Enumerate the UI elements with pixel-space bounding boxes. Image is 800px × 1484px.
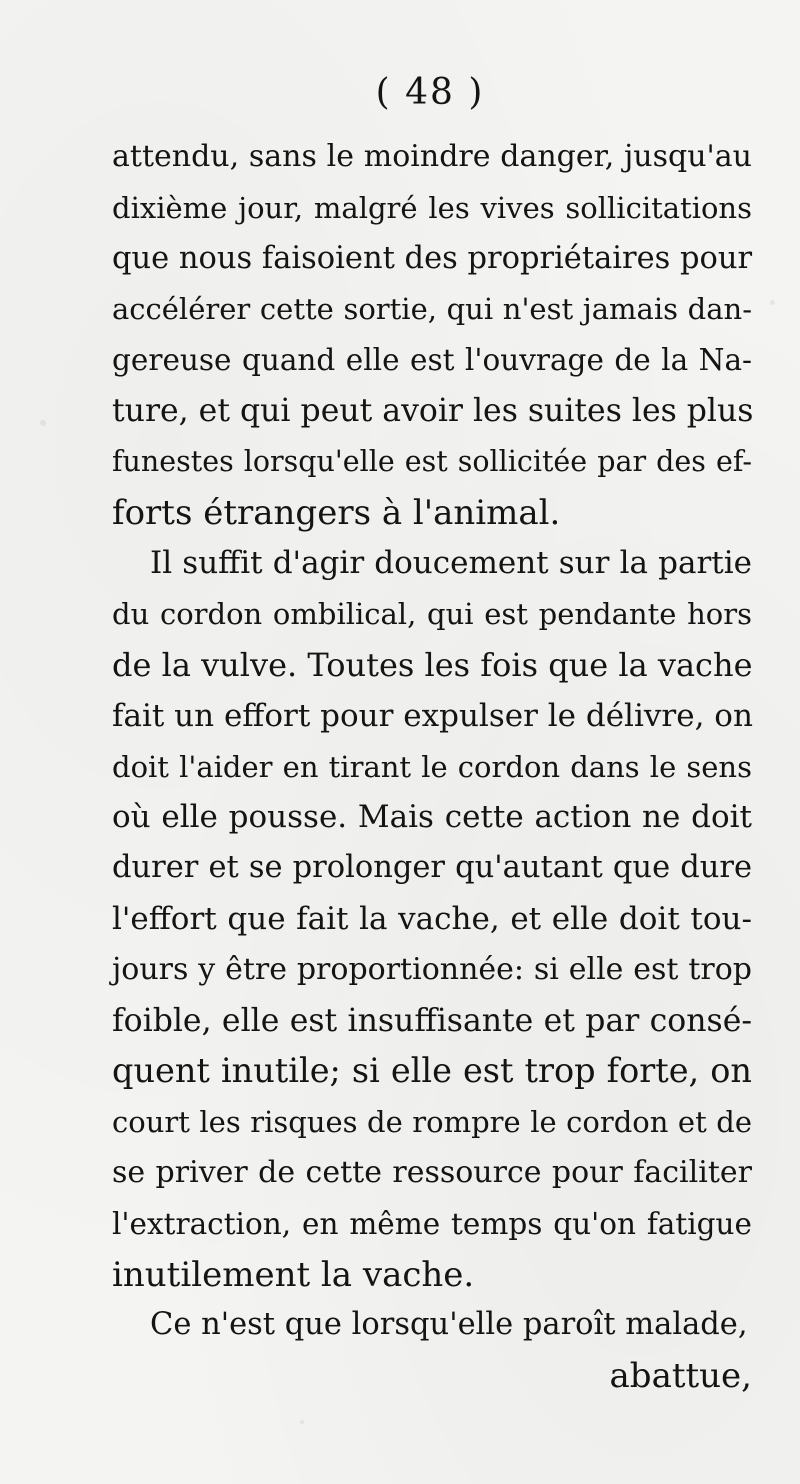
text-line: forts étrangers à l'animal. <box>112 492 561 533</box>
text-line: court les risques de rompre le cordon et de <box>112 1105 752 1140</box>
text-line: doit l'aider en tirant le cordon dans le sens <box>112 749 752 784</box>
text-line: ture, et qui peut avoir les suites les plus <box>112 392 754 429</box>
text-line: dixième jour, malgré les vives sollicitations <box>112 190 752 225</box>
text-line: accélérer cette sortie, qui n'est jamais dan- <box>112 292 752 327</box>
catchword: abattue, <box>609 1356 752 1397</box>
paper-speck <box>40 420 46 426</box>
text-line: que nous faisoient des propriétaires pour <box>112 240 753 276</box>
paragraph <box>112 1300 752 1351</box>
text-line: durer et se prolonger qu'autant que dure <box>112 850 752 886</box>
text-line: jours y être proportionnée: si elle est trop <box>112 951 752 987</box>
body-text <box>112 132 752 1402</box>
paper-speck <box>770 300 775 305</box>
text-line: attendu, sans le moindre danger, jusqu'au <box>112 139 752 174</box>
text-line: où elle pousse. Mais cette action ne doit <box>112 799 752 836</box>
paper-speck <box>300 1420 304 1424</box>
text-line: gereuse quand elle est l'ouvrage de la Na- <box>112 343 752 378</box>
paragraph <box>112 538 752 1300</box>
text-line: quent inutile; si elle est trop forte, on <box>112 1051 752 1091</box>
text-line: fait un effort pour expulser le délivre, on <box>112 697 753 734</box>
page-number: ( 48 ) <box>375 72 485 113</box>
text-line: foible, elle est insuffisante et par consé- <box>112 1002 752 1039</box>
text-line: funestes lorsqu'elle est sollicitée par des ef- <box>112 444 752 478</box>
text-line: de la vulve. Toutes les fois que la vache <box>112 645 753 684</box>
paragraph <box>112 132 752 538</box>
text-line: du cordon ombilical, qui est pendante hors <box>112 597 752 632</box>
text-line: inutilement la vache. <box>112 1254 475 1295</box>
text-line: Il suffit d'agir doucement sur la partie <box>150 545 752 582</box>
text-line: l'effort que fait la vache, et elle doit tou- <box>112 900 752 937</box>
text-line: l'extraction, en même temps qu'on fatigue <box>112 1206 752 1241</box>
text-line: se priver de cette ressource pour faciliter <box>112 1154 752 1190</box>
text-line: Ce n'est que lorsqu'elle paroît malade, <box>150 1307 748 1343</box>
